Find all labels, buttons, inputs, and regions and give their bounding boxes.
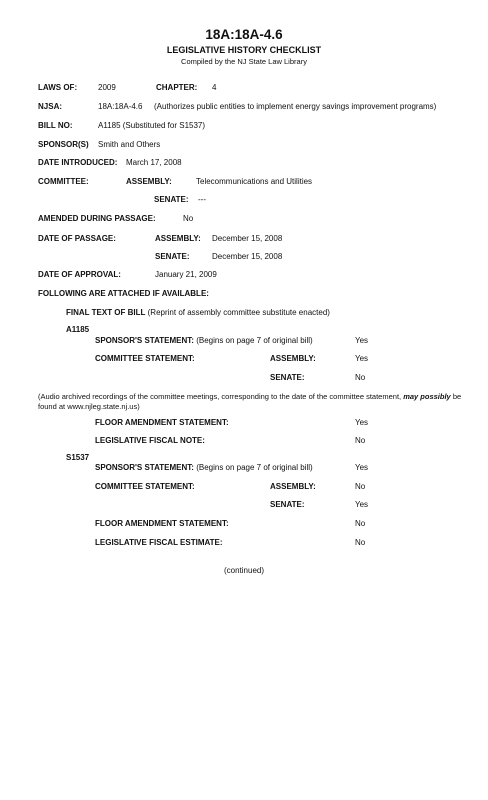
audio-note-end: be found at www.njleg.state.nj.us)	[38, 392, 462, 411]
a1185-fiscal-note-label: LEGISLATIVE FISCAL NOTE:	[95, 436, 205, 445]
sponsor-label: SPONSOR(S)	[38, 140, 89, 149]
a1185-sponsor-statement-desc: (Begins on page 7 of original bill)	[196, 336, 313, 345]
approval-value: January 21, 2009	[155, 270, 217, 279]
s1537-bill-label: S1537	[66, 453, 90, 462]
compiled-by: Compiled by the NJ State Law Library	[181, 57, 307, 66]
a1185-bill-label: A1185	[66, 325, 90, 334]
s1537-committee-assembly-value: No	[355, 482, 366, 491]
passage-label: DATE OF PASSAGE:	[38, 234, 116, 243]
page-title: 18A:18A-4.6	[205, 27, 283, 42]
page-subtitle: LEGISLATIVE HISTORY CHECKLIST	[166, 45, 322, 55]
passage-assembly-label: ASSEMBLY:	[155, 234, 201, 243]
final-text-row	[66, 308, 330, 317]
s1537-sponsor-statement-row	[95, 463, 313, 472]
passage-senate-value: December 15, 2008	[212, 252, 283, 261]
laws-of-value: 2009	[98, 83, 116, 92]
a1185-committee-senate-value: No	[355, 373, 366, 382]
committee-senate-value: ---	[198, 195, 206, 204]
passage-assembly-value: December 15, 2008	[212, 234, 283, 243]
njsa-value: 18A:18A-4.6	[98, 102, 143, 111]
a1185-committee-assembly-label: ASSEMBLY:	[270, 354, 316, 363]
s1537-sponsor-statement-label: SPONSOR'S STATEMENT:	[95, 463, 194, 472]
date-introduced-label: DATE INTRODUCED:	[38, 158, 118, 167]
date-introduced-value: March 17, 2008	[126, 158, 182, 167]
continued-note: (continued)	[223, 566, 265, 575]
chapter-value: 4	[212, 83, 217, 92]
sponsor-value: Smith and Others	[98, 140, 161, 149]
s1537-sponsor-statement-value: Yes	[355, 463, 369, 472]
audio-note-start: (Audio archived recordings of the committee meetings, corresponding to the date of the committee statement,	[38, 392, 402, 401]
s1537-committee-senate-value: Yes	[355, 500, 369, 509]
s1537-committee-assembly-label: ASSEMBLY:	[270, 482, 316, 491]
a1185-sponsor-statement-value: Yes	[355, 336, 369, 345]
s1537-sponsor-statement-desc: (Begins on page 7 of original bill)	[196, 463, 313, 472]
s1537-fiscal-estimate-label: LEGISLATIVE FISCAL ESTIMATE:	[95, 538, 223, 547]
amended-label: AMENDED DURING PASSAGE:	[38, 214, 156, 223]
bill-no-label: BILL NO:	[38, 121, 73, 130]
njsa-description: (Authorizes public entities to implement energy savings improvement programs)	[154, 102, 437, 111]
njsa-label: NJSA:	[38, 102, 63, 111]
a1185-fiscal-note-value: No	[355, 436, 366, 445]
passage-senate-label: SENATE:	[155, 252, 190, 261]
final-text-desc: (Reprint of assembly committee substitute enacted)	[147, 308, 330, 317]
audio-note-emphasis: may possibly	[403, 392, 451, 401]
s1537-floor-amendment-label: FLOOR AMENDMENT STATEMENT:	[95, 519, 229, 528]
s1537-fiscal-estimate-value: No	[355, 538, 366, 547]
amended-value: No	[183, 214, 194, 223]
attached-heading: FOLLOWING ARE ATTACHED IF AVAILABLE:	[38, 289, 209, 298]
committee-assembly-value: Telecommunications and Utilities	[196, 177, 313, 186]
a1185-committee-assembly-value: Yes	[355, 354, 369, 363]
audio-note	[38, 392, 478, 412]
approval-label: DATE OF APPROVAL:	[38, 270, 121, 279]
a1185-sponsor-statement-label: SPONSOR'S STATEMENT:	[95, 336, 194, 345]
committee-assembly-label: ASSEMBLY:	[126, 177, 172, 186]
s1537-committee-senate-label: SENATE:	[270, 500, 305, 509]
final-text-label: FINAL TEXT OF BILL	[66, 308, 146, 317]
s1537-committee-statement-label: COMMITTEE STATEMENT:	[95, 482, 195, 491]
a1185-sponsor-statement-row	[95, 336, 313, 345]
a1185-committee-statement-label: COMMITTEE STATEMENT:	[95, 354, 195, 363]
a1185-floor-amendment-label: FLOOR AMENDMENT STATEMENT:	[95, 418, 229, 427]
laws-of-label: LAWS OF:	[38, 83, 78, 92]
s1537-floor-amendment-value: No	[355, 519, 366, 528]
bill-no-value: A1185 (Substituted for S1537)	[98, 121, 206, 130]
committee-senate-label: SENATE:	[154, 195, 189, 204]
committee-label: COMMITTEE:	[38, 177, 89, 186]
chapter-label: CHAPTER:	[156, 83, 198, 92]
a1185-floor-amendment-value: Yes	[355, 418, 369, 427]
a1185-committee-senate-label: SENATE:	[270, 373, 305, 382]
